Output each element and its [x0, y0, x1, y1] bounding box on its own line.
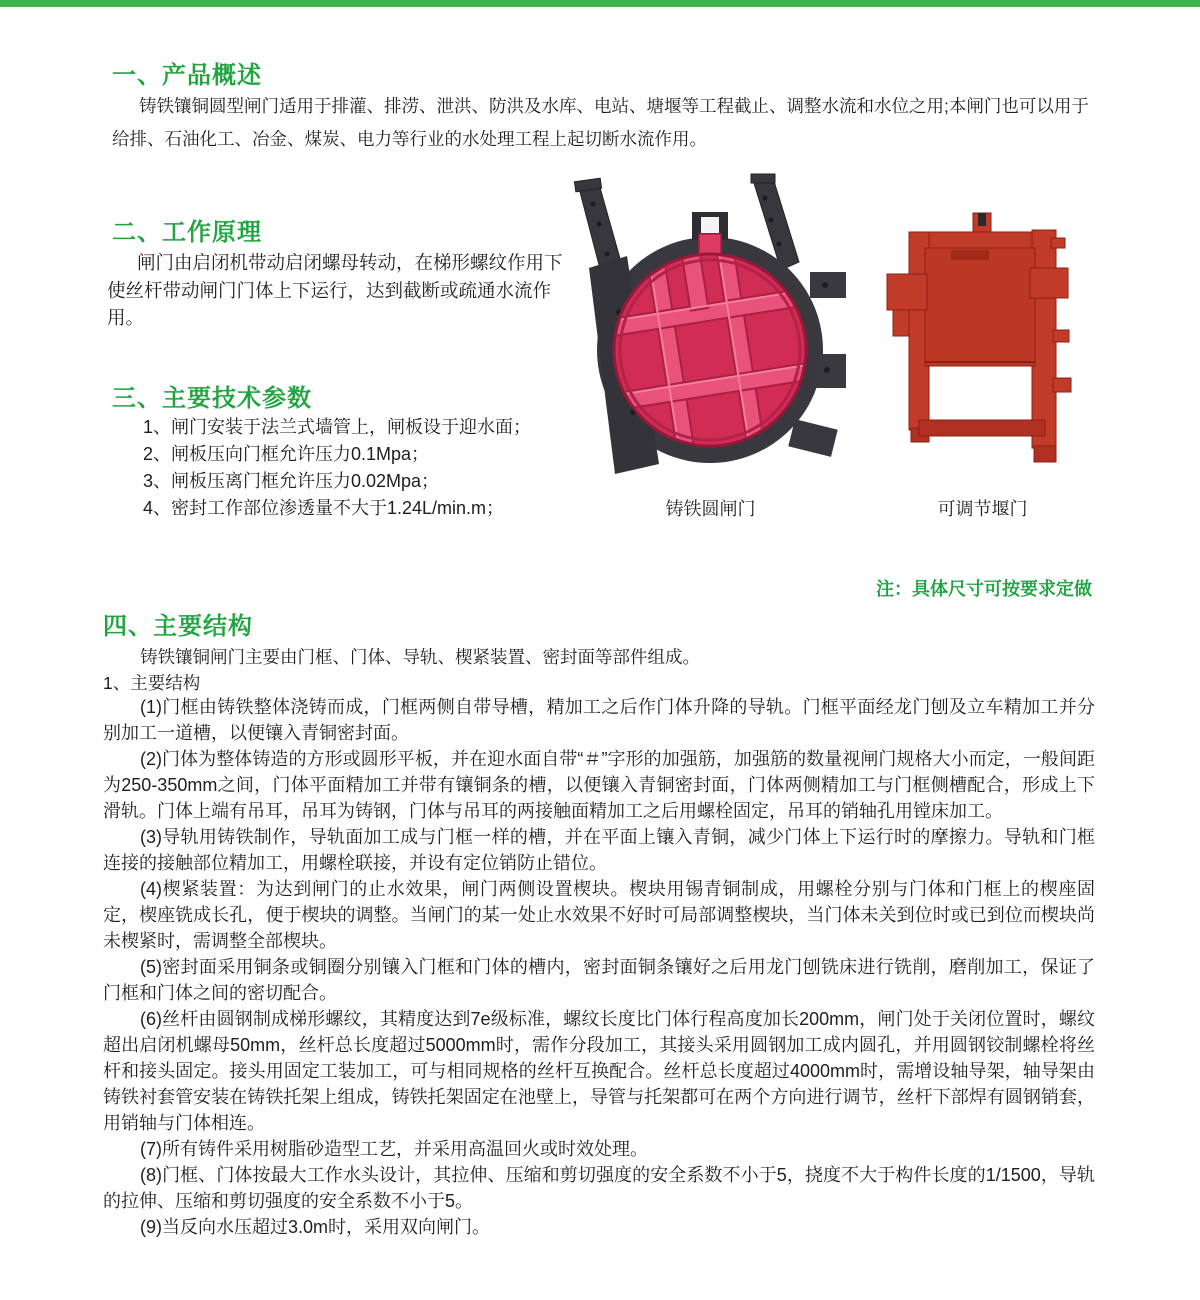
paragraph-line: 使丝杆带动闸门门体上下运行，达到截断或疏通水流作: [107, 279, 552, 301]
round-gate-photo: [563, 172, 858, 492]
list-item: 1、闸门安装于法兰式墙管上，闸板设于迎水面；: [143, 417, 532, 437]
structure-paragraph: (2)门体为整体铸造的方形或圆形平板，并在迎水面自带“＃”字形的加强筋，加强筋的数量视闸门规格大小而定，一般间距为250-350mm之间，门体平面精加工并带有镶铜条的槽，以便镶入青铜密封面，门体两侧精加工与门框侧槽配合，形成上下滑轨。门体上端有吊耳，吊耳为铸钢，门体与吊耳的两接触面精加工之后用螺栓固定，吊耳的销轴孔用镗床加工。: [103, 749, 1095, 821]
paragraph-line: 用。: [107, 307, 145, 328]
top-green-bar: [0, 0, 1200, 7]
structure-paragraph: (7)所有铸件采用树脂砂造型工艺，并采用高温回火或时效处理。: [140, 1139, 648, 1159]
list-item: 2、闸板压向门框允许压力0.1Mpa；: [143, 444, 430, 464]
structure-paragraph: (6)丝杆由圆钢制成梯形螺纹，其精度达到7e级标准，螺纹长度比门体行程高度加长200mm，闸门处于关闭位置时，螺纹超出启闭机螺母50mm，丝杆总长度超过5000mm时，需作分段加工，其接头采用圆钢加工成内圆孔，并用圆钢铰制螺栓将丝杆和接头固定。接头用固定工装加工，可与相同规格的丝杆互换配合。丝杆总长度超过4000mm时，需增设轴导架，轴导架由铸铁衬套管安装在铸铁托架上组成，铸铁托架固定在池壁上，导管与托架都可在两个方向进行调节，丝杆下部焊有圆钢销套，用销轴与门体相连。: [103, 1009, 1095, 1133]
paragraph-line: 闸门由启闭机带动启闭螺母转动，在梯形螺纹作用下: [137, 252, 563, 273]
structure-paragraph: (4)楔紧装置：为达到闸门的止水效果，闸门两侧设置楔块。楔块用锡青铜制成，用螺栓分别与门体和门框上的楔座固定，楔座铣成长孔，便于楔块的调整。当闸门的某一处止水效果不好时可局部调整楔块，当门体未关到位时或已到位而楔块尚未楔紧时，需调整全部楔块。: [103, 879, 1095, 951]
section-4-heading: 四、主要结构: [103, 613, 253, 640]
list-item: 3、闸板压离门框允许压力0.02Mpa；: [143, 471, 440, 491]
figure-1-caption: 铸铁圆闸门: [665, 499, 756, 519]
weir-gate-photo: [885, 210, 1080, 470]
figure-2-caption: 可调节堰门: [937, 499, 1028, 519]
structure-paragraph: (3)导轨用铸铁制作，导轨面加工成与门框一样的槽，并在平面上镶入青铜，减少门体上下运行时的摩擦力。导轨和门框连接的接触部位精加工，用螺栓联接，并设有定位销防止错位。: [103, 827, 1095, 873]
structure-paragraph: (9)当反向水压超过3.0m时，采用双向闸门。: [140, 1217, 491, 1237]
structure-paragraph: (5)密封面采用铜条或铜圈分别镶入门框和门体的槽内，密封面铜条镶好之后用龙门刨铣床进行铣削，磨削加工，保证了门框和门体之间的密切配合。: [103, 957, 1095, 1003]
section-4-intro: 铸铁镶铜闸门主要由门框、门体、导轨、楔紧装置、密封面等部件组成。: [140, 647, 700, 667]
section-1-paragraph: [112, 90, 1104, 156]
section-2-heading: 二、工作原理: [112, 219, 262, 246]
structure-paragraphs: [103, 694, 1095, 1240]
custom-size-note: 注：具体尺寸可按要求定做: [876, 579, 1092, 599]
weir-panel: [925, 248, 1035, 366]
list-item: 4、密封工作部位渗透量不大于1.24L/min.m；: [143, 498, 505, 518]
section-4-subtitle: 1、主要结构: [103, 673, 201, 693]
structure-paragraph: (8)门框、门体按最大工作水头设计，其拉伸、压缩和剪切强度的安全系数不小于5，挠度不大于构件长度的1/1500，导轨的拉伸、压缩和剪切强度的安全系数不小于5。: [103, 1165, 1095, 1211]
paragraph-line: 铸铁镶铜圆型闸门适用于排灌、排涝、泄洪、防洪及水库、电站、塘堰等工程截止、调整水流和水位之用;本闸门也可以用于: [139, 96, 1089, 116]
section-1-heading: 一、产品概述: [112, 62, 262, 89]
technical-parameter-list: [143, 414, 531, 522]
structure-paragraph: (1)门框由铸铁整体浇铸而成，门框两侧自带导槽，精加工之后作门体升降的导轨。门框平面经龙门刨及立车精加工并分别加工一道槽，以便镶入青铜密封面。: [103, 697, 1095, 743]
section-3-heading: 三、主要技术参数: [112, 385, 312, 412]
section-2-paragraph: [107, 249, 563, 332]
paragraph-line: 给排、石油化工、冶金、煤炭、电力等行业的水处理工程上起切断水流作用。: [112, 129, 707, 149]
